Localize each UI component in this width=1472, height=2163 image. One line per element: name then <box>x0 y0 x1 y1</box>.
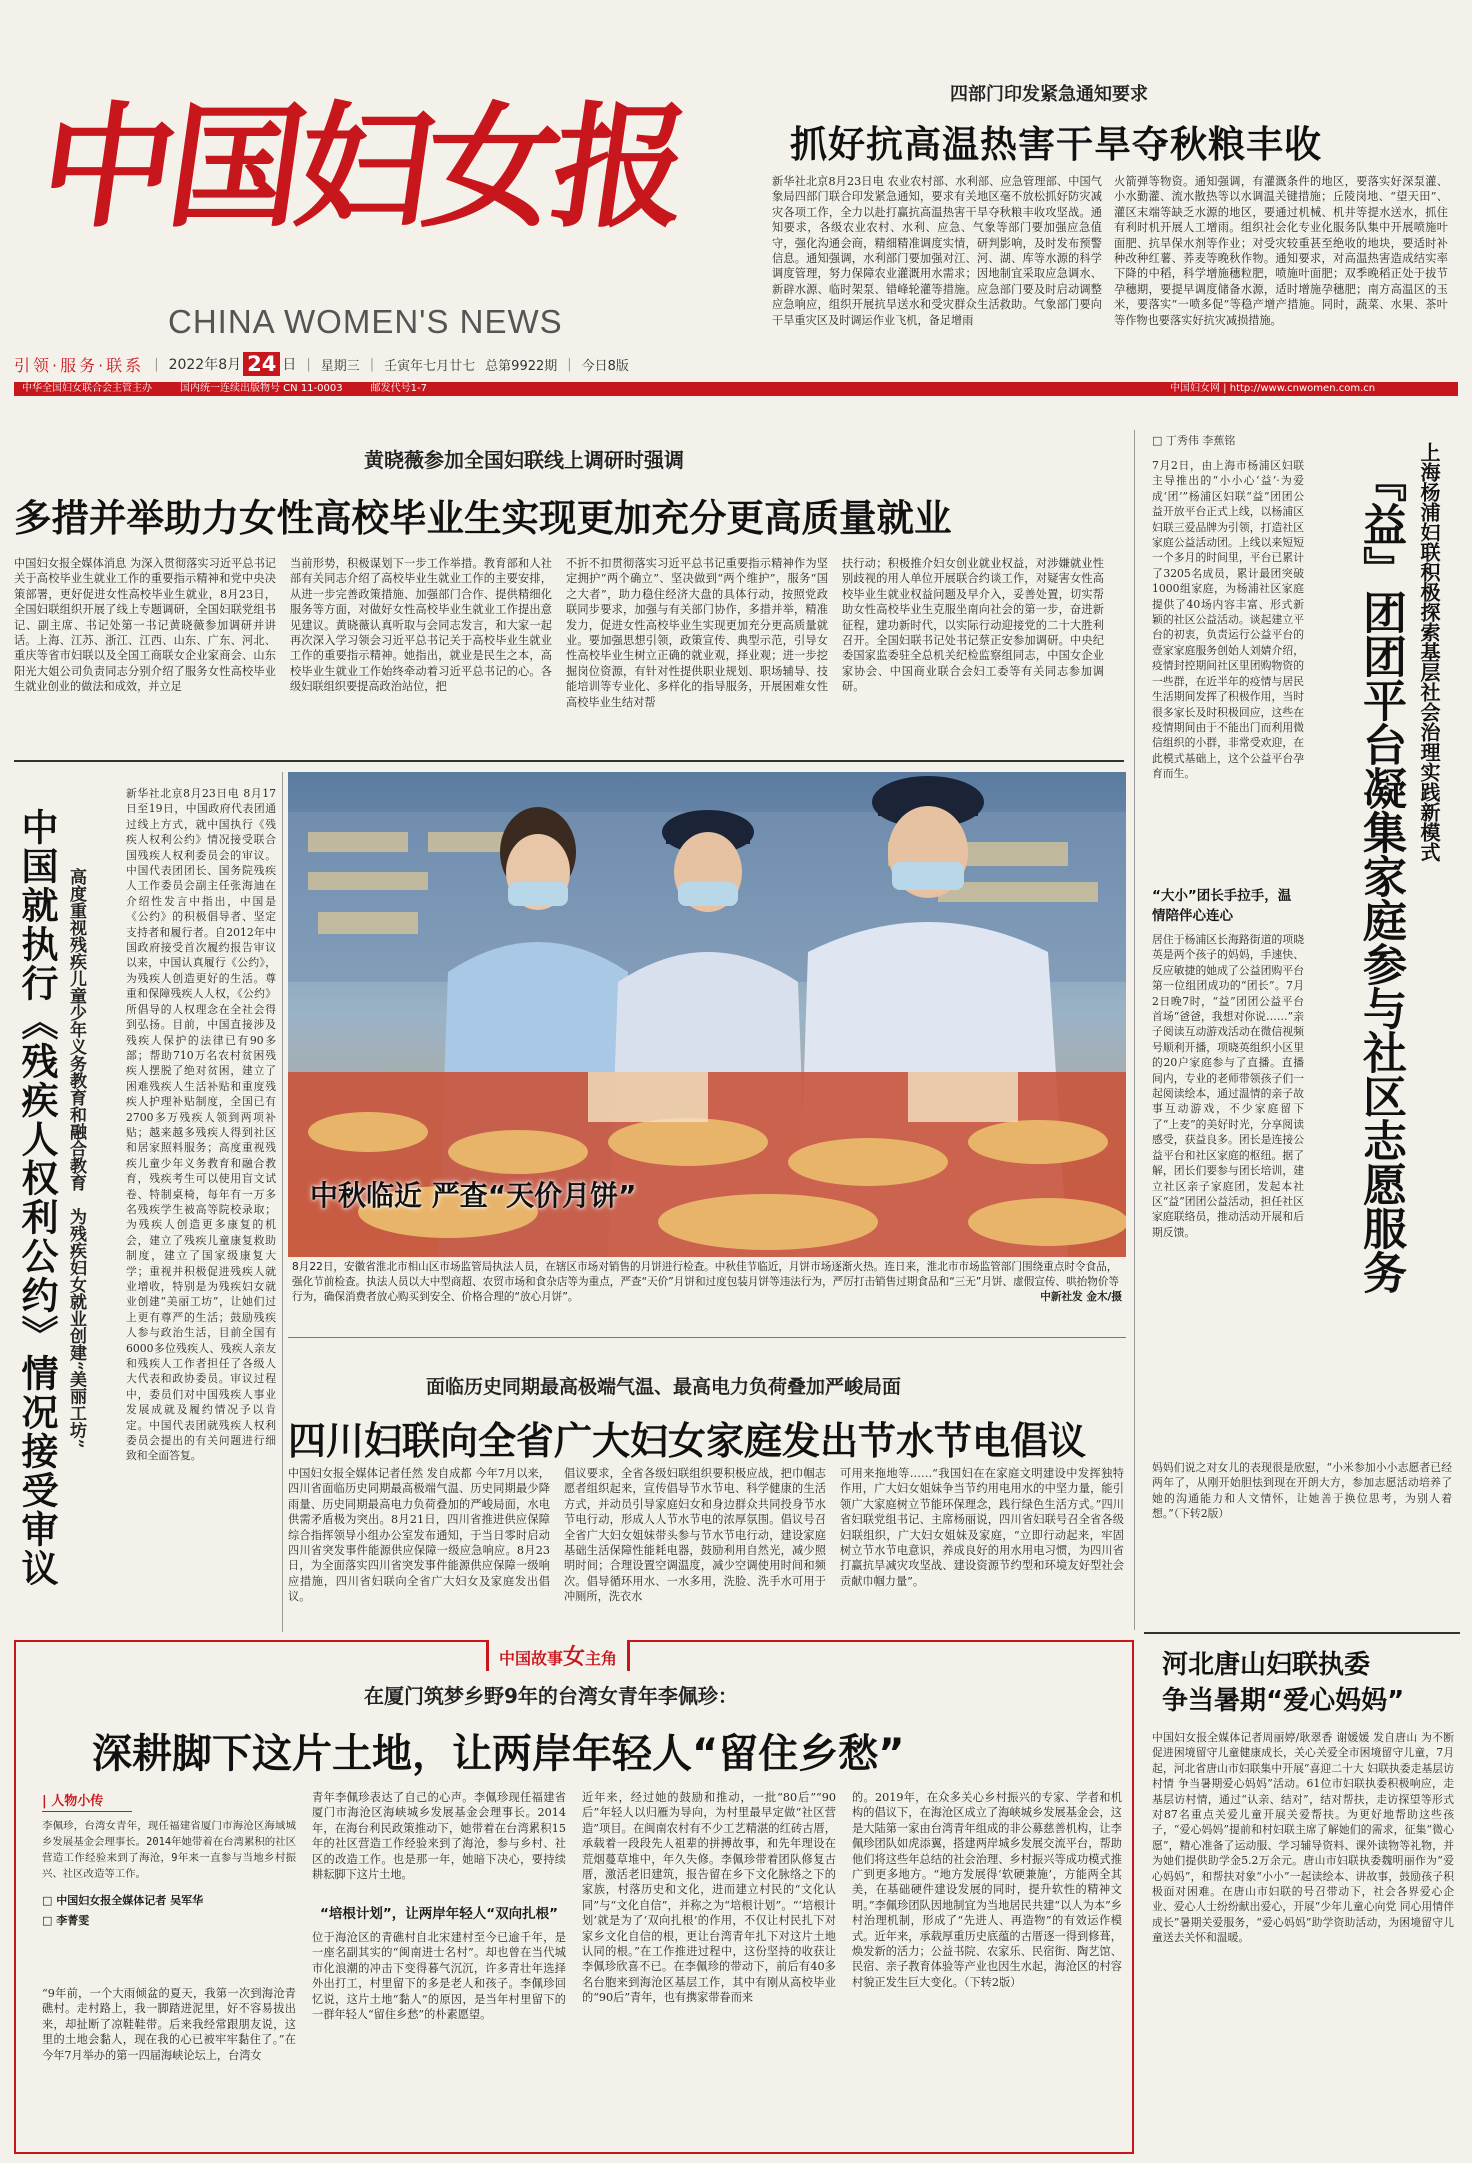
story-lead-col1: 中国妇女报全媒体消息 为深入贯彻落实习近平总书记关于高校毕业生就业工作的重要指示精神和党中央决策部署，更好促进女性高校毕业生就业，8月23日，全国妇联组织开展了线上专题调研，全国妇联党组书记、副主席、书记处第一书记黄晓薇参加调研并讲话。上海、江苏、浙江、江西、山东、广东、河北、重庆等省市妇联以及全国工商联女企业家商会、山东阳光大姐公司负责同志分别介绍了服务女性高校毕业生就业创业的做法和成效，并立足 <box>14 557 276 694</box>
divider <box>1144 1632 1460 1634</box>
divider <box>14 760 1124 762</box>
story-water-headline: 四川妇联向全省广大妇女家庭发出节水节电倡议 <box>288 1419 1087 1463</box>
story-lead-col4: 扶行动；积极推介妇女创业就业权益，对涉嫌就业性别歧视的用人单位开展联合约谈工作，对疑害女性高校毕业生就业权益问题及早介入，妥善处置，切实帮助女性高校毕业生克服坐南向社会的第一步，奋进新征程，建功新时代，以实际行动迎接党的二十大胜利召开。全国妇联书记处书记蔡正安参加调研。中央纪委国家监委驻全总机关纪检监察组同志，中国女企业家协会、中国商业联合会妇工委等有关同志参加调研。 <box>842 557 1104 694</box>
profile-text: 李佩珍，台湾女青年，现任福建省厦门市海沧区海域城乡发展基金会理事长。2014年她带着在台湾累积的社区营造工作经验来到了海沧，9年来一直参与当地乡村振兴、社区改造等工作。 <box>42 1820 296 1880</box>
story-bottom-col3: 近年来，经过她的鼓励和推动，一批“80后”“90后”年轻人以归雁为导向，为村里最早定做“社区营造”项目。在闽南农村有不少工艺精湛的红砖古厝，承载着一段段先人祖辈的拼搏故事，和先年理设在荒烟蔓草堆中，年久失修。李佩珍带着团队修复古厝，激活老旧建筑，报告留在乡下文化脉络之下的家族，村落历史和文化，进而建立村民的“文化认同”与“文化自信”，并称之为“培根计划”。“‘培根计划’就是为了‘双向扎根’的作用，不仅让村民扎下对家乡文化自信的根，更让台湾青年扎下对这片土地认同的根。”在工作推进过程中，这份坚持的收获让李佩珍欣喜不已。在李佩珍的带动下，前后有40多名台胞来到海沧区基层工作，其中有刚从高校毕业的“90后”青年，也有携家带眷而来 <box>582 1791 836 2005</box>
profile-box <box>42 1790 296 1980</box>
photo-overlay-title: 中秋临近 严查“天价月饼” <box>310 1179 637 1212</box>
banner-suffix: 主角 <box>585 1649 618 1668</box>
story-right-p3: 妈妈们说之对女儿的表现很是欣慰，“小米参加小小志愿者已经两年了，从刚开始胆怯到现在开朗大方，参加志愿活动培养了她的沟通能力和人文情怀，让她善于换位思考，为别人着想。”（下转2版） <box>1152 1461 1452 1521</box>
story-top-col2: 火箭弹等物资。通知强调，有灌溉条件的地区，要落实好深泵灌、小水勤灌、流水散热等以水调温关键措施；丘陵岗地、“望天田”、灌区末端等缺乏水源的地区，要通过机械、机井等提水送水，抓住有利时机开展人工增雨。组织社会化专业化服务队集中开展喷施叶面肥、抗旱保水剂等作业；对受灾较重甚至绝收的地块，要适时补种改种红薯、荞麦等晚秋作物。通知要求，对高温热害造成结实率下降的中稻，科学增施穗粒肥，喷施叶面肥；双季晚稻正处于拔节孕穗期，要提早调度储备水源，适时增施孕穗肥；南方高温区的玉米，要落实“一喷多促”等稳产增产措施。同时，蔬菜、水果、茶叶等作物也要落实好抗灾减损措施。 <box>1114 175 1448 327</box>
story-convention-headline: 中国就执行《残疾人权利公约》情况接受审议 <box>15 808 58 1588</box>
website-url[interactable]: http://www.cnwomen.com.cn <box>1229 383 1376 394</box>
story-bottom-banner <box>486 1640 630 1671</box>
lunar-date: 壬寅年七月廿七 <box>384 358 476 374</box>
divider <box>282 772 283 1632</box>
byline-2-text: 李菁雯 <box>56 1914 90 1927</box>
story-top-headline: 抓好抗高温热害干旱夺秋粮丰收 <box>790 123 1322 166</box>
masthead-info-bar: 引领·服务·联系 | 2022年8月 24 日 | 星期三 | 壬寅年七月廿七 总第9922期 | 今日8版 <box>14 352 629 376</box>
story-bottom-col2: 青年李佩珍表达了自己的心声。李佩珍现任福建省厦门市海沧区海峡城乡发展基金会理事长。2014年，在海台利民政策推动下，她带着在台湾累积15年的社区营造工作经验来到了海沧，参与乡村、社区的改造工作。也是那一年，她暗下决心，要持续耕耘脚下这片土地。 <box>312 1791 566 1882</box>
issue-number: 总第9922期 <box>485 358 558 374</box>
divider <box>1134 430 1135 1630</box>
story-hebei-headline-1: 河北唐山妇联执委 <box>1162 1650 1371 1680</box>
story-bottom-kicker: 在厦门筑梦乡野9年的台湾女青年李佩珍： <box>364 1684 738 1708</box>
date-year-month: 2022年8月 <box>168 357 242 373</box>
story-right-p2: 居住于杨浦区长海路街道的项晓英是两个孩子的妈妈，手速快、反应敏捷的她成了公益团购平台第一位组团成功的“团长”。7月2日晚7时，“益”团团公益平台首场“爸爸，我想对你说……”亲子阅读互动游戏活动在微信视频号顺利开播，项晓英组织小区里的20户家庭参与了直播。直播间内，专业的老师带领孩子们一起阅读绘本，通过温情的亲子故事互动游戏，不少家庭留下了“上麦”的美好时光，分享阅读感受，获益良多。团长是连接公益平台和社区家庭的枢纽。据了解，团长们要参与团长培训，建立社区亲子家庭团，发起本社区“益”团团公益活动，担任社区家庭联络员，推动活动开展和后期反馈。 <box>1152 933 1304 1239</box>
story-bottom-col2-wrap <box>312 1790 566 2144</box>
story-hebei-text: 中国妇女报全媒体记者周丽婷/耿翠香 谢媛媛 发自唐山 为不断促进困境留守儿童健康成长，关心关爱全市困境留守儿童，7月起，河北省唐山市妇联集中开展“喜迎二十大 妇联执委走基层访村情 争当暑期爱心妈妈”活动。61位市妇联执委积极响应，走基层访村情，通过“认亲、结对”，结对帮扶，走访探望等形式对87名重点关爱儿童开展关爱帮扶。为更好地帮助这些孩子，“爱心妈妈”提前和村妇联主席了解她们的需求，征集“微心愿”，精心准备了运动服、学习辅导资料、课外读物等礼物，并为她们提供助学金5.2万余元。唐山市妇联执委魏明丽作为“爱心妈妈”，和帮扶对象“小小”一起读绘本、讲故事，鼓励孩子积极面对困难。在唐山市妇联的号召带动下，社会各界爱心企业、爱心人士纷纷献出爱心，开展“少年儿童心向党 同心用情伴成长”暑期关爱服务，“爱心妈妈”助学资助活动，为困境留守儿童送去关怀和温暖。 <box>1152 1731 1454 1945</box>
masthead-english: CHINA WOMEN'S NEWS <box>168 303 563 340</box>
story-water-kicker: 面临历史同期最高极端气温、最高电力负荷叠加严峻局面 <box>426 1376 902 1398</box>
story-bottom-sub2: “培根计划”，让两岸年轻人“双向扎根” <box>320 1906 558 1922</box>
story-water <box>288 1344 1126 1634</box>
story-hebei-headline-2: 争当暑期“爱心妈妈” <box>1162 1686 1405 1716</box>
date-suffix: 日 <box>282 357 297 373</box>
byline-1-text: 中国妇女报全媒体记者 吴军华 <box>56 1894 204 1907</box>
slogan: 引领·服务·联系 <box>14 355 145 375</box>
banner-char: 女 <box>563 1644 586 1670</box>
story-convention <box>14 772 276 1632</box>
story-top-kicker: 四部门印发紧急通知要求 <box>950 84 1148 105</box>
page-count: 今日8版 <box>581 358 629 374</box>
website-label: 中国妇女网 <box>1170 383 1220 394</box>
website[interactable]: 中国妇女网 | http://www.cnwomen.com.cn <box>1170 383 1376 394</box>
byline-2: □ 李菁雯 <box>42 1914 90 1927</box>
divider <box>288 1337 1126 1338</box>
story-convention-sub: 高度重视残疾儿童少年义务教育和融合教育 为残疾妇女就业创建“美丽工坊” <box>66 868 86 1449</box>
story-lead-col2: 当前形势，积极谋划下一步工作举措。教育部和人社部有关同志介绍了高校毕业生就业工作的主要安排，从进一步完善政策措施、加强部门合作、提供精细化服务等方面，对做好女性高校毕业生就业工作提出意见建议。黄晓薇认真听取与会同志发言，和大家一起再次深入学习领会习近平总书记关于高校毕业生就业工作的重要指示精神。她指出，就业是民生之本，高校毕业生就业工作始终牵动着习近平总书记的心。各级妇联组织要提高政治站位，把 <box>290 557 552 694</box>
postal-code: 邮发代号1-7 <box>370 383 427 394</box>
story-bottom-col2b: 位于海沧区的青礁村自北宋建村至今已逾千年，是一座名副其实的“闽南进士名村”。却也曾在当代城市化浪潮的冲击下变得暮气沉沉，许多青壮年选择外出打工，村里留下的多是老人和孩子。李佩珍回忆说，这片土地“黏人”的原因，是当年村里留下的一群年轻人“留住乡愁”的朴素愿望。 <box>312 1931 566 2022</box>
story-hebei <box>1144 1640 1460 2160</box>
story-lead-col3: 不折不扣贯彻落实习近平总书记重要指示精神作为坚定拥护“两个确立”、坚决做到“两个维护”，服务“国之大者”，助力稳住经济大盘的具体行动，按照党政联同步要求，加强与有关部门协作，多措并举，精准发力，促进女性高校毕业生实现更加充分更高质量就业。要加强思想引领，政策宣传、典型示范，引导女性高校毕业生树立正确的就业观，择业观；进一步挖掘岗位资源，有针对性提供职业规划、职场辅导、技能培训等专业化、多样化的指导服务，开展困难女性高校毕业生结对帮 <box>566 557 828 709</box>
story-right-byline: □ 丁秀伟 李蕉铭 <box>1152 434 1236 447</box>
banner-prefix: 中国故事 <box>499 1649 564 1668</box>
photo-caption <box>292 1260 1122 1326</box>
story-bottom <box>14 1640 1134 2154</box>
photo-credit: 中新社发 金木/摄 <box>1040 1291 1122 1303</box>
masthead-title: 中国妇女报 <box>30 88 694 246</box>
story-right-sub1: “大小”团长手拉手，温情陪伴心连心 <box>1152 888 1292 924</box>
byline-1: □ 中国妇女报全媒体记者 吴军华 <box>42 1894 204 1907</box>
weekday: 星期三 <box>320 358 360 374</box>
story-right-big-headline: 『益』团团平台凝集家庭参与社区志愿服务 <box>1355 458 1406 1294</box>
profile-label: | 人物小传 <box>42 1790 132 1812</box>
news-photo <box>288 772 1126 1257</box>
story-bottom-col1: “9年前，一个大雨倾盆的夏天，我第一次到海沧青礁村。走村路上，我一脚踏进泥里，好不容易拔出来，却扯断了凉鞋鞋带。后来我经常跟朋友说，这里的土地会黏人，现在我的心已被牢牢黏住了。”在今年7月举办的第一四届海峡论坛上，台湾女 <box>42 1987 296 2062</box>
sponsor: 中华全国妇女联合会主管主办 <box>22 383 152 394</box>
photo-caption-text: 8月22日，安徽省淮北市相山区市场监管局执法人员，在辖区市场对销售的月饼进行检查。中秋佳节临近，月饼市场逐渐火热。连日来，淮北市市场监管部门围绕重点时令食品，强化节前检查。执法人员以大中型商超、农贸市场和食杂店等为重点，严查“天价”月饼和过度包装月饼等违法行为，严厉打击销售过期食品和“三无”月饼、虚假宣传、哄抬物价等行为，确保消费者放心购买到安全、价格合理的“放心月饼”。 <box>292 1261 1120 1303</box>
story-lead <box>14 430 1114 760</box>
cn-number: 国内统一连续出版物号 CN 11-0003 <box>180 383 343 394</box>
story-right-byline-text: 丁秀伟 李蕉铭 <box>1165 434 1236 447</box>
story-lead-kicker: 黄晓薇参加全国妇联线上调研时强调 <box>364 448 684 472</box>
story-right-p1: 7月2日，由上海市杨浦区妇联主导推出的“小小心‘益’·为爱成‘团’”杨浦区妇联“益”团团公益开放平台正式上线，以杨浦区妇联三爱品牌为引领，打造社区家庭公益活动团。上线以来短短一个多月的时间里，平台已累计了3205名成员，累计最团突破1000组家庭，为杨浦社区家庭提供了40场内容丰富、形式新颖的社区公益活动。谈起建立平台的初衷，负责运行公益平台的壹家家庭服务创始人刘婧介绍，疫情封控期间社区里团购物资的一些群，在近半年的疫情与居民生活期间发挥了积极作用，当时很多家长及时积极回应，这些在疫情期间由于不能出门而利用微信组织的小群，非常受欢迎，在此模式基础上，这个公益平台孕育而生。 <box>1152 459 1304 781</box>
profile-label-text: 人物小传 <box>51 1794 104 1809</box>
story-convention-text: 新华社北京8月23日电 8月17日至19日，中国政府代表团通过线上方式，就中国执行《残疾人权利公约》情况接受联合国残疾人权利委员会的审议。中国代表团团长、国务院残疾人工作委员会副主任张海迪在介绍性发言中指出，中国是《公约》的积极倡导者、坚定支持者和履行者。自2012年中国政府接受首次履约报告审议以来，中国认真履行《公约》，为残疾人创造更好的生活。尊重和保障残疾人人权，《公约》所倡导的人权理念在全社会得到弘扬。目前，中国直接涉及残疾人保护的法律已有90多部；帮助710万名农村贫困残疾人摆脱了绝对贫困，建立了困难残疾人生活补贴和重度残疾人护理补贴制度，全国已有2700多万残疾人领到两项补贴；越来越多残疾人得到社区和居家照料服务；高度重视残疾儿童少年义务教育和融合教育，残疾考生可以使用盲文试卷、特制桌椅，每年有一万多名残疾学生被高等院校录取；为残疾人创造更多康复的机会，建立了残疾儿童康复救助制度，建立了国家级康复大学；重视并积极促进残疾人就业增收，特别是为残疾妇女就业创建“美丽工坊”，让她们过上更有尊严的生活；鼓励残疾人参与政治生活，目前全国有6000多位残疾人、残疾人亲友和残疾人工作者担任了各级人大代表和政协委员。审议过程中，委员们对中国残疾人事业发展成就及履约情况予以肯定。中国代表团就残疾人权利委员会提出的有关问题进行细致和全面答复。 <box>126 787 276 1463</box>
story-lead-headline: 多措并举助力女性高校毕业生实现更加充分更高质量就业 <box>14 496 952 540</box>
story-top-col1: 新华社北京8月23日电 农业农村部、水利部、应急管理部、中国气象局四部门联合印发紧急通知，要求有关地区毫不放松抓好防灾减灾各项工作，全力以赴打赢抗高温热害干旱夺秋粮丰收攻坚战。通知要求，各级农业农村、水利、应急、气象等部门要加强应急值守，强化沟通会商，精细精准调度实情，研判影响，及时发布预警信息。通知强调，水利部门要加强对江、河、湖、库等水源的科学调度管理，努力保障农业灌溉用水需求；因地制宜采取应急调水、新辟水源、临时架泵、错峰轮灌等措施。应急部门要及时启动调整应急响应，组织开展抗旱送水和受灾群众生活救助。气象部门要向干旱重灾区及时调运作业飞机，备足增雨 <box>772 175 1102 327</box>
story-bottom-headline: 深耕脚下这片土地，让两岸年轻人“留住乡愁” <box>92 1731 905 1777</box>
story-top <box>760 76 1460 376</box>
story-right <box>1144 430 1460 1630</box>
story-water-col2: 倡议要求，全省各级妇联组织要积极应战，把巾帼志愿者组织起来，宣传倡导节水节电、科学健康的生活方式，并动员引导家庭妇女和身边群众共同投身节水节电行动，形成人人节水节电的浓厚氛围。倡议号召全省广大妇女姐妹带头参与节水节电行动，建设家庭基础生活保障性能耗电器，鼓励利用自然光，减少照明时间；合理设置空调温度，减少空调使用时间和频次。倡导循环用水、一水多用，洗脸、洗手水可用于冲厕所，洗衣水 <box>564 1467 826 1604</box>
story-water-col1: 中国妇女报全媒体记者任然 发自成都 今年7月以来，四川省面临历史同期最高极端气温、历史同期最少降雨量、历史同期最高电力负荷叠加的严峻局面，水电供需矛盾极为突出。8月21日，四川省推进供应保障综合指挥领导小组办公室发布通知，于当日零时启动四川省突发事件能源供应保障一级应急响应。8月23日，为全面落实四川省突发事件能源供应保障一级响应措施，四川省妇联向全省广大妇女及家庭发出倡议。 <box>288 1467 550 1604</box>
story-right-headline: 上海杨浦妇联积极探索基层社会治理实践新模式 <box>1417 442 1441 862</box>
story-water-col3: 可用来拖地等……“我国妇在在家庭文明建设中发挥独特作用，广大妇女姐妹争当节约用电用水的中坚力量，能引领广大家庭树立节能环保理念，践行绿色生活方式。”四川省妇联党组书记、主席杨丽说，四川省妇联号召全省各级妇联组织，广大妇女姐妹及家庭，“立即行动起来，牢固树立节水节电意识，养成良好的用水用电习惯，为四川省打赢抗旱减灾攻坚战、建设资源节约型和环境友好型社会贡献巾帼力量”。 <box>840 1467 1124 1588</box>
story-bottom-col4: 的。2019年，在众多关心乡村振兴的专家、学者和机构的倡议下，在海沧区成立了海峡城乡发展基金会，这是大陆第一家由台湾青年组成的非公募慈善机构，让李佩珍团队如虎添翼，搭建两岸城乡发展交流平台，帮助他们将这些年总结的社会治理、乡村振兴等成功模式推广到更多地方。“地方发展得‘软硬兼施’，方能两全其美，在基础硬件建设发展的同时，提升软性的精神文明。”李佩珍团队因地制宜为当地居民共建“以人为本”乡村治理机制，形成了“先进人、再造物”的有效运作模式。近年来，承载厚重历史底蕴的古厝逐一得到修葺，焕发新的活力；公益书院、农家乐、民宿街、陶艺馆、民宿、亲子教育体验等产业也因生水起，海沧区的村容村貌正发生巨大变化。（下转2版） <box>852 1791 1122 1989</box>
date-day: 24 <box>243 352 280 376</box>
